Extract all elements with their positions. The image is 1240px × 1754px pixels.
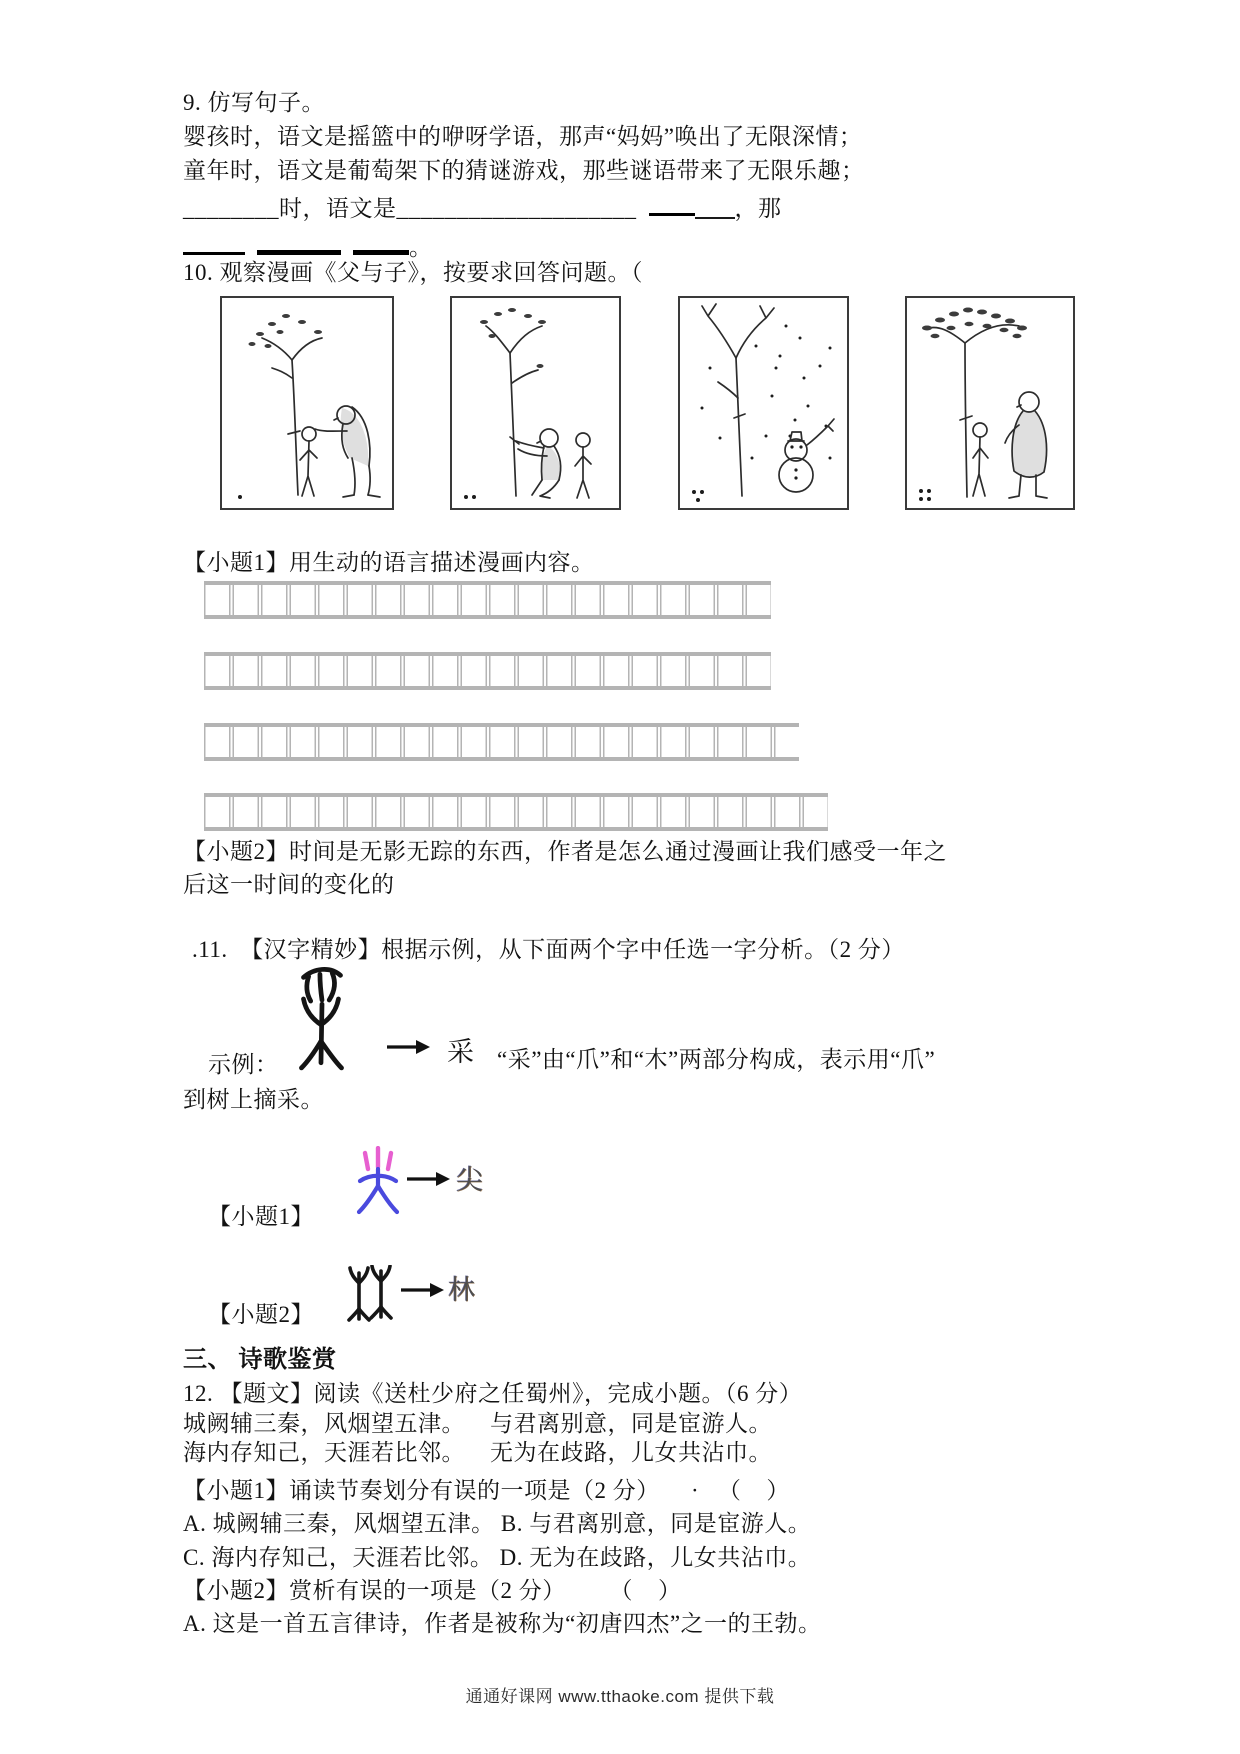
- oracle-script-lin-two-trees-icon: [344, 1265, 396, 1323]
- section3-heading: 三、 诗歌鉴赏: [183, 1347, 337, 1373]
- q12-sub1-option-cd: C. 海内存知己，天涯若比邻。 D. 无为在歧路，儿女共沾巾。: [183, 1545, 812, 1570]
- q11-explain-line1: “采”由“爪”和“木”两部分构成，表示用“爪”: [497, 1047, 936, 1072]
- comic-panel-3: [678, 296, 849, 510]
- answer-blank: [353, 230, 409, 255]
- one-year-later-taller-tree-drawing: [907, 298, 1073, 508]
- oracle-script-jian-small-over-big-icon: [352, 1146, 404, 1216]
- q11-item2-modern-char: 林: [448, 1275, 476, 1305]
- answer-blank: [649, 193, 695, 216]
- q11-example-label: 示例：: [208, 1052, 279, 1077]
- q9-line3-post: ，那: [734, 196, 782, 221]
- answer-blank: [183, 232, 245, 255]
- q12-sub2-option-a: A. 这是一首五言律诗，作者是被称为“初唐四杰”之一的王勃。: [183, 1611, 822, 1636]
- q11-title: .11. 【汉字精妙】根据示例，从下面两个字中任选一字分析。（2 分）: [192, 937, 905, 962]
- q9-line2: 童年时，语文是葡萄架下的猜谜游戏，那些谜语带来了无限乐趣；: [183, 158, 865, 183]
- q9-title: 9. 仿写句子。: [183, 90, 325, 115]
- q9-line4-end: 。: [409, 235, 433, 260]
- q11-item1-modern-char: 尖: [456, 1165, 484, 1195]
- oracle-script-cai-claw-over-tree-icon: [290, 963, 354, 1071]
- q12-sub1-option-ab: A. 城阙辅三秦，风烟望五津。 B. 与君离别意，同是宦游人。: [183, 1511, 812, 1536]
- comic-panel-2: [450, 296, 621, 510]
- q12-poem-line1: 城阙辅三秦，风烟望五津。 与君离别意，同是宦游人。: [183, 1411, 772, 1436]
- bare-tree-snow-snowman-drawing: [680, 298, 847, 508]
- q12-title: 12. 【题文】阅读《送杜少府之任蜀州》，完成小题。（6 分）: [183, 1381, 803, 1406]
- q10-sub1-label: 【小题1】用生动的语言描述漫画内容。: [183, 550, 595, 575]
- answer-blank: [257, 230, 341, 255]
- blank-gap: [341, 254, 353, 255]
- q12-sub1-prompt: 【小题1】诵读节奏划分有误的一项是（2 分） · （ ）: [183, 1478, 790, 1503]
- q11-item1-label: 【小题1】: [208, 1204, 314, 1229]
- q12-sub2-prompt: 【小题2】赏析有误的一项是（2 分） （ ）: [183, 1578, 682, 1603]
- father-measuring-son-at-tree-drawing: [222, 298, 392, 508]
- q10-sub2-line1: 【小题2】时间是无影无踪的东西，作者是怎么通过漫画让我们感受一年之: [183, 839, 947, 864]
- comic-panel-1: [220, 296, 394, 510]
- q11-example-modern-char: 采: [447, 1037, 475, 1067]
- q9-line3: [183, 193, 782, 224]
- answer-blank: [695, 197, 735, 219]
- arrow-right-icon: [386, 1038, 432, 1056]
- q10-title: 10. 观察漫画《父与子》，按要求回答问题。（: [183, 260, 643, 285]
- q11-item2-label: 【小题2】: [208, 1302, 314, 1327]
- father-carving-mark-on-trunk-drawing: [452, 298, 619, 508]
- arrow-right-icon: [400, 1281, 446, 1299]
- q10-sub2-line2: 后这一时间的变化的: [183, 872, 395, 897]
- answer-grid-row-2: [204, 652, 771, 690]
- site-footer: 通通好课网 www.tthaoke.com 提供下载: [465, 1687, 775, 1706]
- comic-panel-4: [905, 296, 1075, 510]
- answer-grid-row-4: [204, 793, 828, 831]
- q9-line3-pre: ________时，语文是____________________: [183, 196, 637, 221]
- blank-gap: [637, 215, 649, 216]
- arrow-right-icon: [406, 1170, 452, 1188]
- blank-gap: [245, 254, 257, 255]
- q12-poem-line2: 海内存知己，天涯若比邻。 无为在歧路，儿女共沾巾。: [183, 1440, 772, 1465]
- answer-grid-row-3: [204, 723, 799, 761]
- q11-explain-line2: 到树上摘采。: [183, 1087, 324, 1112]
- q9-line1: 婴孩时，语文是摇篮中的咿呀学语，那声“妈妈”唤出了无限深情；: [183, 124, 863, 149]
- answer-grid-row-1: [204, 581, 771, 619]
